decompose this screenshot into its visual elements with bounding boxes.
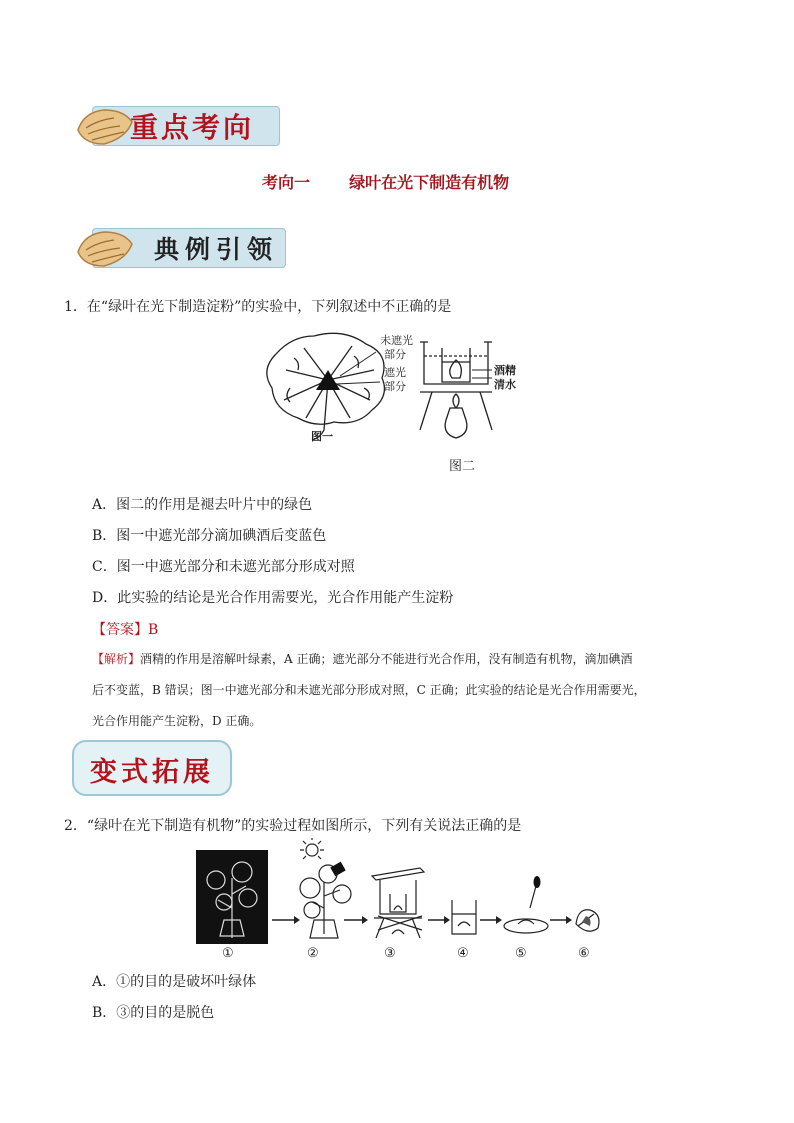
analysis-text-1: 酒精的作用是溶解叶绿素，A 正确；遮光部分不能进行光合作用，没有制造有机物，滴加碘酒 — [140, 652, 633, 666]
analysis-line-3: 光合作用能产生淀粉，D 正确。 — [92, 714, 262, 728]
option-a: A．图二的作用是褪去叶片中的绿色 — [92, 497, 313, 513]
section-text: 绿叶在光下制造有机物 — [349, 173, 510, 192]
conch-shell-icon — [74, 226, 136, 270]
banner-title: 重点考向 — [130, 111, 255, 144]
label-alcohol: 酒精 — [494, 364, 516, 377]
step-label-2: ② — [307, 946, 319, 961]
step-label-3: ③ — [384, 946, 396, 961]
label-water: 清水 — [494, 378, 516, 391]
shaded-area — [316, 370, 340, 390]
label-unshaded-2: 部分 — [384, 348, 406, 361]
water-bath-figure — [416, 334, 496, 446]
banner-key-direction — [70, 100, 280, 150]
step-label-6: ⑥ — [578, 946, 590, 961]
figure-2-caption: 图二 — [449, 459, 476, 474]
q2-option-a: A．①的目的是破坏叶绿体 — [92, 974, 257, 990]
label-shaded-2: 部分 — [384, 380, 406, 393]
label-unshaded-1: 未遮光 — [380, 334, 413, 347]
option-b: B．图一中遮光部分滴加碘酒后变蓝色 — [92, 528, 327, 544]
analysis-line-1 — [92, 650, 633, 667]
banner-title: 变式拓展 — [90, 757, 214, 788]
question-2-stem: 2．“绿叶在光下制造有机物”的实验过程如图所示，下列有关说法正确的是 — [64, 818, 522, 834]
banner-variant-extension — [72, 740, 232, 796]
option-d: D．此实验的结论是光合作用需要光，光合作用能产生淀粉 — [92, 590, 454, 606]
step-label-4: ④ — [457, 946, 469, 961]
step-label-5: ⑤ — [515, 946, 527, 961]
answer-line — [92, 619, 158, 639]
question-1-stem: 1．在“绿叶在光下制造淀粉”的实验中，下列叙述中不正确的是 — [64, 299, 452, 315]
section-title — [262, 170, 509, 193]
analysis-label: 【解析】 — [92, 652, 141, 666]
answer-label: 【答案】 — [92, 622, 148, 638]
option-c: C．图一中遮光部分和未遮光部分形成对照 — [92, 559, 355, 575]
conch-shell-icon — [74, 104, 136, 148]
banner-typical-example — [70, 222, 286, 272]
analysis-line-2: 后不变蓝，B 错误；图一中遮光部分和未遮光部分形成对照，C 正确；此实验的结论是光合作用需要光， — [92, 683, 646, 697]
step-label-1: ① — [222, 946, 234, 961]
label-shaded-1: 遮光 — [384, 366, 406, 379]
answer-value: B — [148, 622, 159, 638]
q2-option-b: B．③的目的是脱色 — [92, 1005, 215, 1021]
banner-title: 典例引领 — [154, 235, 279, 264]
section-prefix: 考向一 — [262, 173, 311, 192]
experiment-steps-figure — [194, 838, 606, 944]
figure-1-caption: 图一 — [311, 430, 333, 443]
